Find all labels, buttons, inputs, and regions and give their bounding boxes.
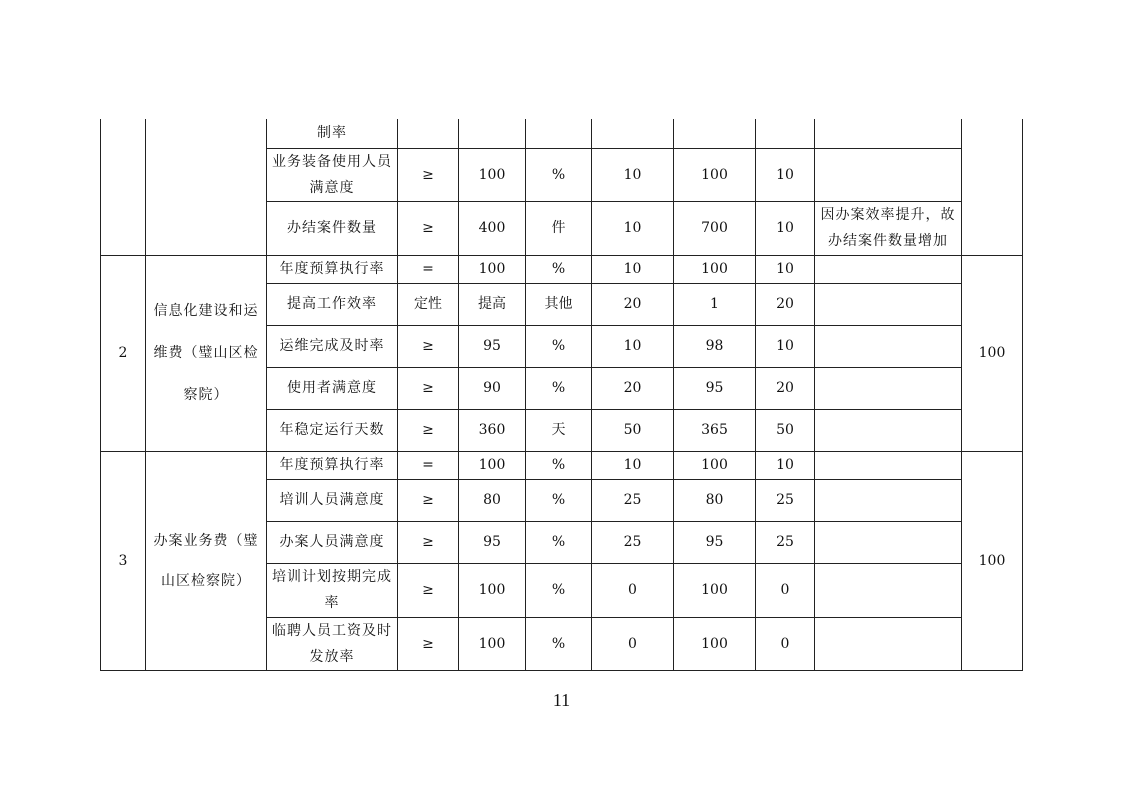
total-score-cell — [962, 119, 1023, 255]
indicator-cell: 办结案件数量 — [267, 201, 398, 255]
note-cell — [815, 479, 962, 521]
unit-cell: 天 — [526, 409, 592, 451]
unit-cell: % — [526, 367, 592, 409]
weight-cell: 10 — [592, 255, 674, 283]
unit-cell: % — [526, 325, 592, 367]
score-cell: 0 — [756, 617, 815, 670]
total-score-cell: 100 — [962, 255, 1023, 451]
target-cell: 400 — [459, 201, 526, 255]
table-row — [101, 255, 1023, 283]
indicator-cell: 制率 — [267, 119, 398, 148]
weight-cell: 0 — [592, 563, 674, 617]
unit-cell: % — [526, 451, 592, 479]
score-cell: 20 — [756, 283, 815, 325]
project-number-cell: 2 — [101, 255, 146, 451]
weight-cell: 20 — [592, 367, 674, 409]
note-cell — [815, 521, 962, 563]
target-cell: 100 — [459, 148, 526, 201]
note-cell — [815, 409, 962, 451]
weight-cell: 20 — [592, 283, 674, 325]
project-number-cell: 3 — [101, 451, 146, 670]
target-cell: 95 — [459, 325, 526, 367]
score-cell: 10 — [756, 325, 815, 367]
operator-cell: ≥ — [398, 325, 459, 367]
unit-cell: 其他 — [526, 283, 592, 325]
note-cell — [815, 367, 962, 409]
weight-cell: 0 — [592, 617, 674, 670]
target-cell: 100 — [459, 563, 526, 617]
weight-cell: 10 — [592, 201, 674, 255]
table-row — [101, 119, 1023, 148]
indicator-cell: 运维完成及时率 — [267, 325, 398, 367]
weight-cell: 10 — [592, 451, 674, 479]
project-name-cell: 办案业务费（璧山区检察院） — [146, 451, 267, 670]
operator-cell: ≥ — [398, 148, 459, 201]
note-cell — [815, 563, 962, 617]
score-cell: 25 — [756, 479, 815, 521]
project-name-cell — [146, 119, 267, 255]
operator-cell: ≥ — [398, 367, 459, 409]
target-cell: 90 — [459, 367, 526, 409]
project-number-cell — [101, 119, 146, 255]
unit-cell: % — [526, 563, 592, 617]
target-cell: 100 — [459, 255, 526, 283]
operator-cell: ≥ — [398, 563, 459, 617]
indicator-cell: 年度预算执行率 — [267, 255, 398, 283]
score-cell: 0 — [756, 563, 815, 617]
weight-cell: 25 — [592, 479, 674, 521]
indicator-cell: 年度预算执行率 — [267, 451, 398, 479]
score-cell: 10 — [756, 201, 815, 255]
actual-cell: 100 — [674, 148, 756, 201]
weight-cell: 25 — [592, 521, 674, 563]
operator-cell: = — [398, 255, 459, 283]
indicator-cell: 培训人员满意度 — [267, 479, 398, 521]
unit-cell: % — [526, 148, 592, 201]
actual-cell: 95 — [674, 367, 756, 409]
unit-cell: % — [526, 479, 592, 521]
score-cell: 10 — [756, 148, 815, 201]
note-cell — [815, 451, 962, 479]
indicator-cell: 临聘人员工资及时发放率 — [267, 617, 398, 670]
actual-cell: 100 — [674, 563, 756, 617]
weight-cell: 50 — [592, 409, 674, 451]
note-cell: 因办案效率提升，故办结案件数量增加 — [815, 201, 962, 255]
operator-cell: ≥ — [398, 521, 459, 563]
indicator-cell: 使用者满意度 — [267, 367, 398, 409]
weight-cell: 10 — [592, 148, 674, 201]
note-cell — [815, 255, 962, 283]
total-score-cell: 100 — [962, 451, 1023, 670]
operator-cell: ≥ — [398, 409, 459, 451]
indicator-cell: 办案人员满意度 — [267, 521, 398, 563]
unit-cell: % — [526, 617, 592, 670]
performance-table-container — [100, 119, 1022, 671]
weight-cell: 10 — [592, 325, 674, 367]
note-cell — [815, 283, 962, 325]
actual-cell: 100 — [674, 617, 756, 670]
project-name-cell: 信息化建设和运维费（璧山区检察院） — [146, 255, 267, 451]
actual-cell: 700 — [674, 201, 756, 255]
actual-cell: 1 — [674, 283, 756, 325]
operator-cell: ≥ — [398, 479, 459, 521]
score-cell: 10 — [756, 255, 815, 283]
actual-cell: 98 — [674, 325, 756, 367]
target-cell: 95 — [459, 521, 526, 563]
indicator-cell: 年稳定运行天数 — [267, 409, 398, 451]
actual-cell: 365 — [674, 409, 756, 451]
operator-cell: ≥ — [398, 201, 459, 255]
performance-table — [100, 119, 1023, 671]
target-cell: 提高 — [459, 283, 526, 325]
operator-cell: 定性 — [398, 283, 459, 325]
unit-cell: % — [526, 255, 592, 283]
actual-cell: 95 — [674, 521, 756, 563]
score-cell: 10 — [756, 451, 815, 479]
target-cell: 360 — [459, 409, 526, 451]
indicator-cell: 提高工作效率 — [267, 283, 398, 325]
note-cell — [815, 617, 962, 670]
indicator-cell: 培训计划按期完成率 — [267, 563, 398, 617]
page-number: 11 — [552, 690, 571, 710]
score-cell: 20 — [756, 367, 815, 409]
operator-cell: = — [398, 451, 459, 479]
actual-cell: 80 — [674, 479, 756, 521]
note-cell — [815, 325, 962, 367]
score-cell: 50 — [756, 409, 815, 451]
actual-cell: 100 — [674, 451, 756, 479]
indicator-cell: 业务装备使用人员满意度 — [267, 148, 398, 201]
score-cell: 25 — [756, 521, 815, 563]
table-row — [101, 451, 1023, 479]
unit-cell: 件 — [526, 201, 592, 255]
target-cell: 100 — [459, 617, 526, 670]
target-cell: 100 — [459, 451, 526, 479]
unit-cell: % — [526, 521, 592, 563]
actual-cell: 100 — [674, 255, 756, 283]
target-cell: 80 — [459, 479, 526, 521]
operator-cell: ≥ — [398, 617, 459, 670]
note-cell — [815, 148, 962, 201]
